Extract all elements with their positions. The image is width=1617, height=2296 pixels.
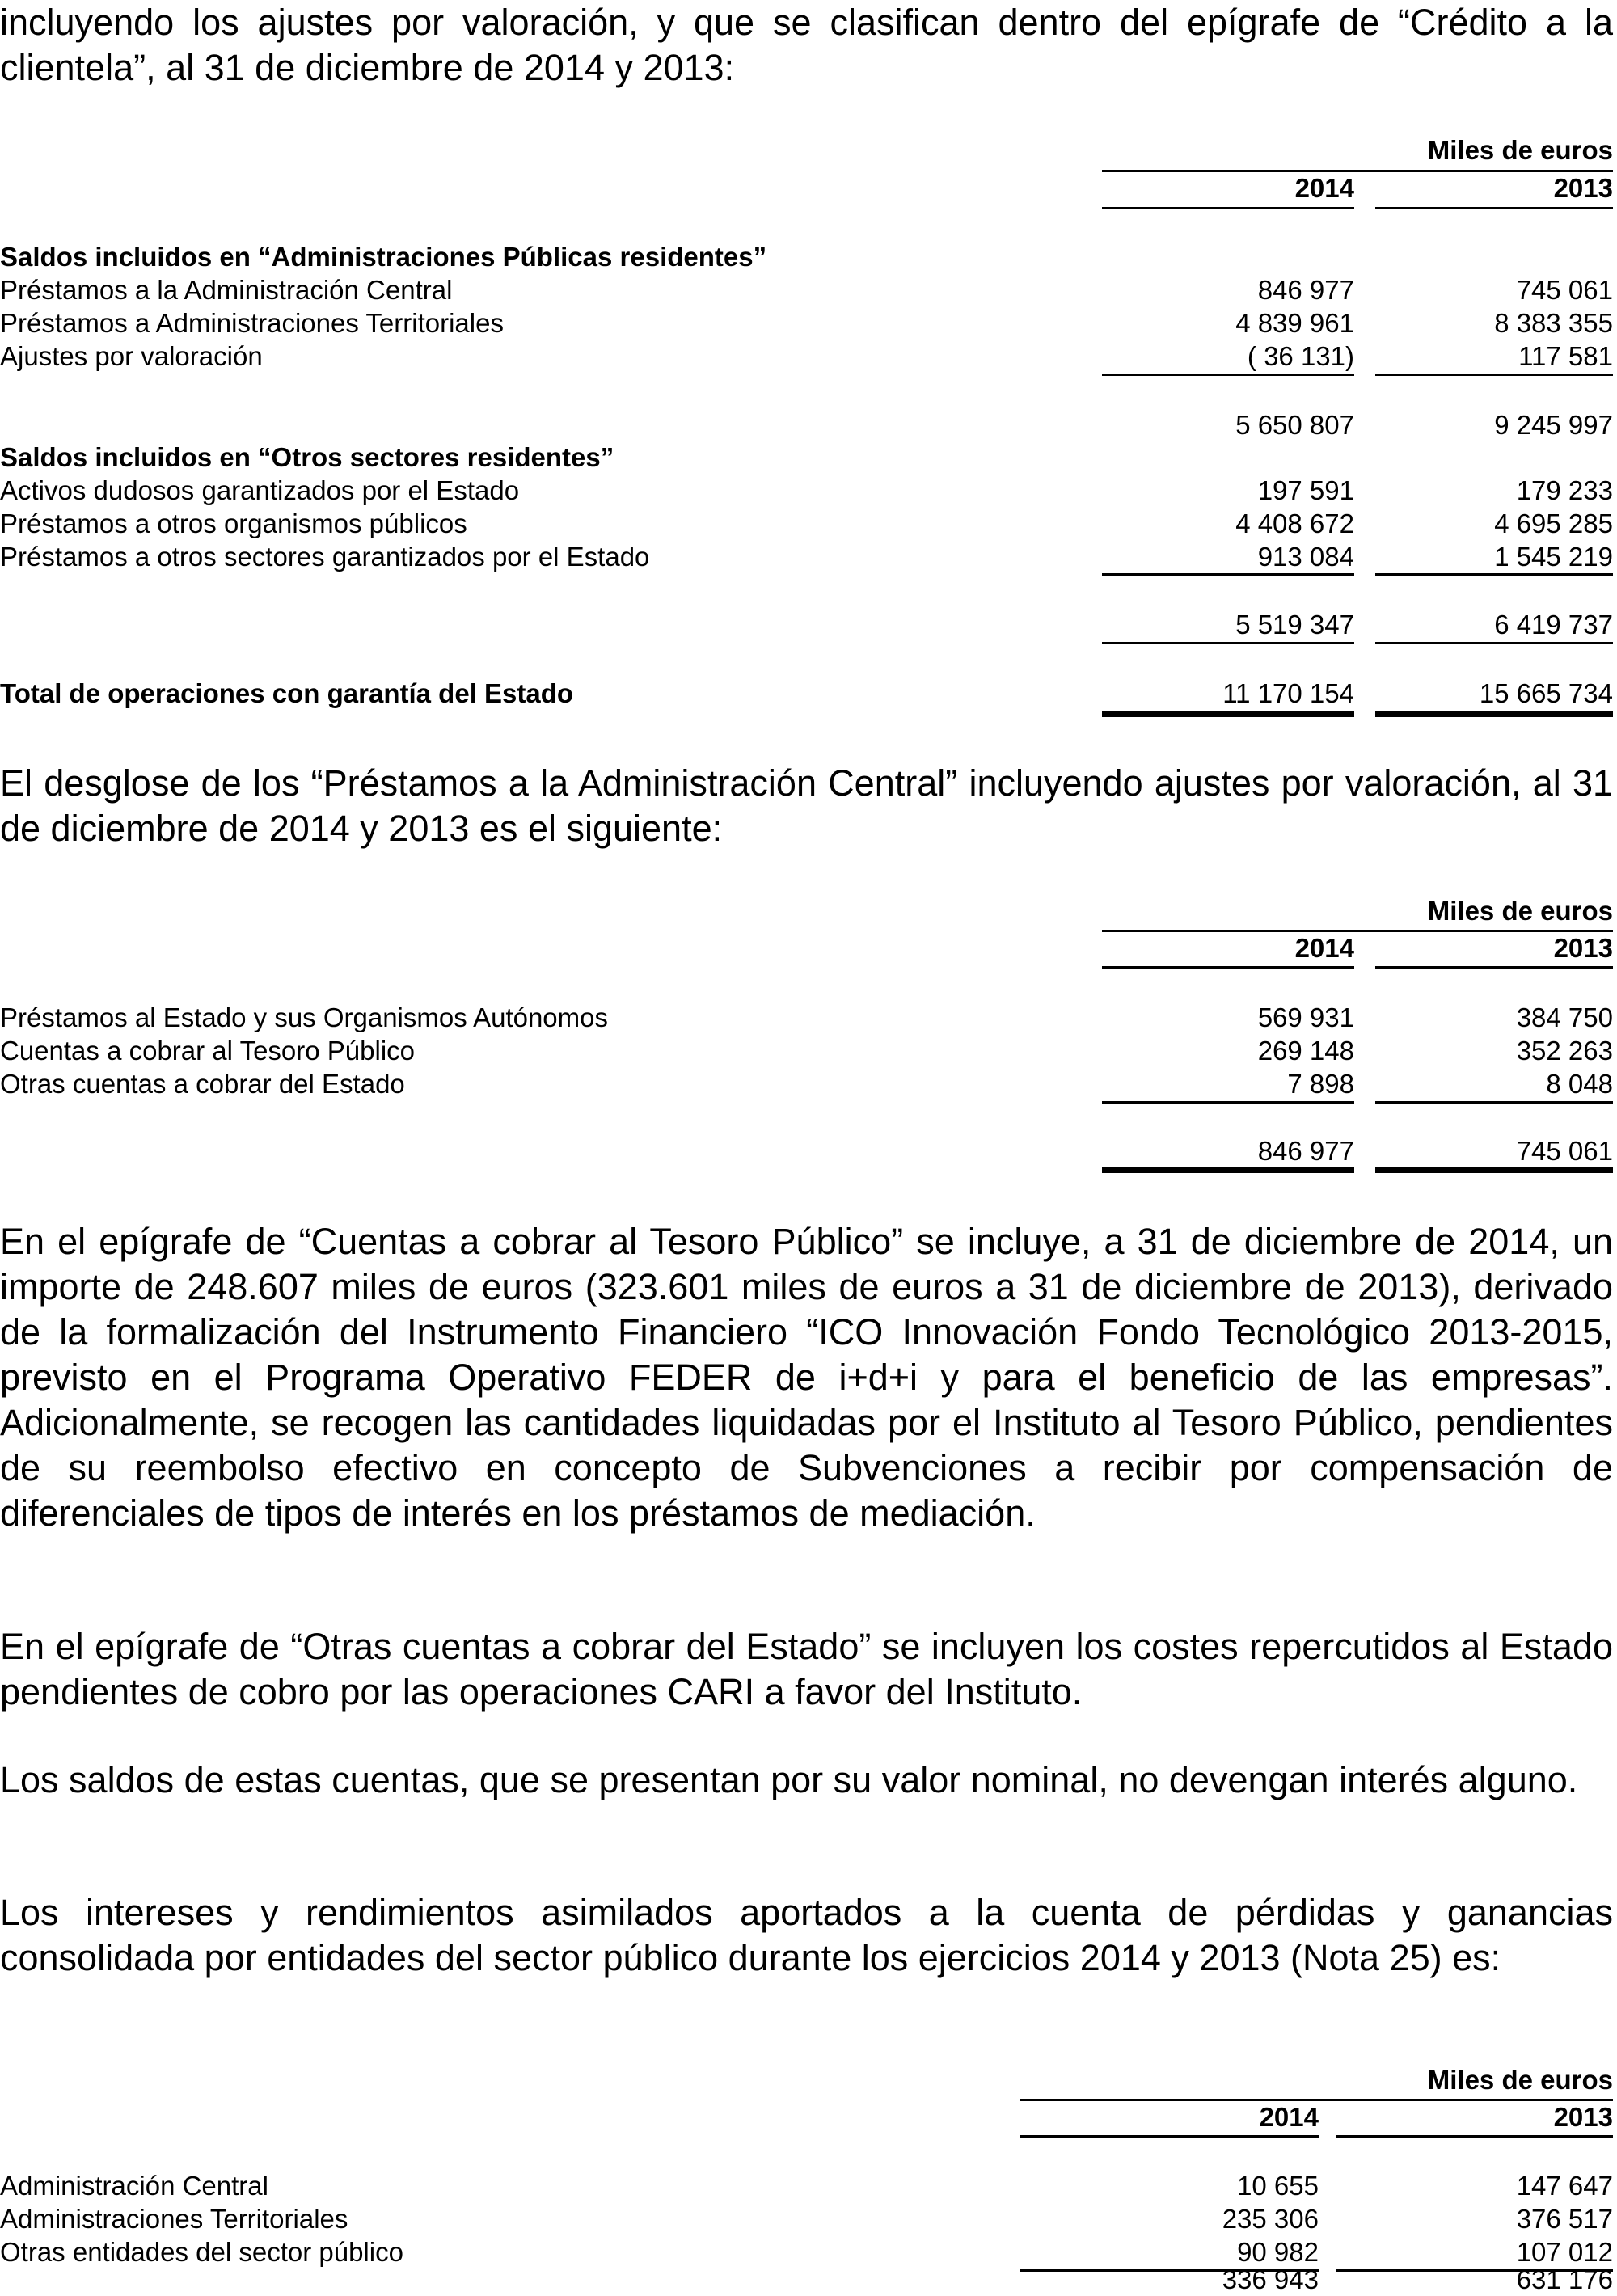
paragraph-treasury-receivables: En el epígrafe de “Cuentas a cobrar al Tesoro Público” se incluye, a 31 de diciembre de 2014, un importe de 248.607 miles de euros (323.601 miles de euros a 31 de diciembre de 2013), derivado de la formalización del Instrumento Financiero “ICO Innovación Fondo Tecnológico 2013-2015, previsto en el Programa Operativo FEDER de i+d+i y para el beneficio de las empresas”. Adicionalmente, se recogen las cantidades liquidadas por el Instituto al Tesoro Público, pendientes de su reembolso efectivo en concepto de Subvenciones a recibir por compensación de diferenciales de tipos de interés en los préstamos de mediación.	[0, 1221, 1613, 1534]
value-2013: 179 233	[1516, 475, 1613, 505]
table2-col-2014: 2014	[1294, 933, 1354, 963]
table3-col-2014: 2014	[1259, 2102, 1319, 2132]
subtotal-rule-2013	[1375, 374, 1613, 376]
table2-col-2013: 2013	[1553, 933, 1613, 963]
subtotal-rule-2014	[1102, 1101, 1354, 1104]
value-2014: 4 408 672	[1235, 509, 1354, 538]
table1-col-rule-2014	[1102, 207, 1354, 209]
subtotal-2013: 6 419 737	[1494, 610, 1613, 639]
value-2013: 4 695 285	[1494, 509, 1613, 538]
row-label: Activos dudosos garantizados por el Estado	[0, 475, 520, 505]
value-2014: 90 982	[1237, 2237, 1319, 2267]
table3-units-header: Miles de euros	[1427, 2065, 1613, 2095]
row-label: Otras entidades del sector público	[0, 2237, 403, 2267]
total-2013: 745 061	[1516, 1136, 1613, 1166]
table1-units-header: Miles de euros	[1427, 135, 1613, 165]
subtotal-rule-2014	[1102, 642, 1354, 644]
value-2014: ( 36 131)	[1247, 341, 1354, 371]
value-2013: 107 012	[1516, 2237, 1613, 2267]
value-2013: 352 263	[1516, 1036, 1613, 1066]
row-label: Préstamos a otros sectores garantizados por el Estado	[0, 542, 650, 572]
value-2013: 117 581	[1518, 341, 1613, 371]
row-label: Otras cuentas a cobrar del Estado	[0, 1069, 405, 1099]
total-double-rule-2014	[1102, 1167, 1354, 1173]
subtotal-2013: 9 245 997	[1494, 410, 1613, 440]
table1-col-2013: 2013	[1553, 173, 1613, 203]
value-2014: 846 977	[1257, 275, 1354, 305]
value-2014: 7 898	[1287, 1069, 1354, 1099]
intro-paragraph: incluyendo los ajustes por valoración, y que se clasifican dentro del epígrafe de “Crédito a la clientela”, al 31 de diciembre de 2014 y 2013:	[0, 2, 1613, 88]
subtotal-rule-2013	[1375, 573, 1613, 576]
row-label: Préstamos a Administraciones Territoriales	[0, 308, 504, 338]
table2-col-rule-2013	[1375, 966, 1613, 969]
section-heading: Saldos incluidos en “Administraciones Públicas residentes”	[0, 242, 767, 272]
row-label: Administraciones Territoriales	[0, 2204, 348, 2234]
row-label: Ajustes por valoración	[0, 341, 263, 371]
row-label: Préstamos a otros organismos públicos	[0, 509, 467, 538]
table2-col-rule-2014	[1102, 966, 1354, 969]
total-double-rule-2014	[1102, 711, 1354, 717]
value-2013: 1 545 219	[1494, 542, 1613, 572]
total-2014: 846 977	[1257, 1136, 1354, 1166]
value-2013: 376 517	[1516, 2204, 1613, 2234]
value-2013: 8 383 355	[1494, 308, 1613, 338]
subtotal-rule-2013	[1375, 1101, 1613, 1104]
value-2014: 269 148	[1257, 1036, 1354, 1066]
paragraph-nominal-value: Los saldos de estas cuentas, que se presentan por su valor nominal, no devengan interés alguno.	[0, 1759, 1578, 1800]
table3-col-2013: 2013	[1553, 2102, 1613, 2132]
table2-units-header: Miles de euros	[1427, 896, 1613, 926]
total-2013: 631 176	[1516, 2264, 1613, 2294]
total-double-rule-2013	[1375, 1167, 1613, 1173]
row-label: Préstamos al Estado y sus Organismos Autónomos	[0, 1002, 609, 1032]
value-2014: 235 306	[1222, 2204, 1319, 2234]
value-2013: 8 048	[1546, 1069, 1613, 1099]
value-2014: 197 591	[1257, 475, 1354, 505]
total-label: Total de operaciones con garantía del Estado	[0, 678, 574, 708]
value-2013: 147 647	[1516, 2171, 1613, 2201]
value-2014: 569 931	[1257, 1002, 1354, 1032]
total-2014: 11 170 154	[1222, 678, 1354, 708]
paragraph-interest-income: Los intereses y rendimientos asimilados aportados a la cuenta de pérdidas y ganancias consolidada por entidades del sector público durante los ejercicios 2014 y 2013 (Nota 25) es:	[0, 1892, 1613, 1978]
paragraph-state-receivables: En el epígrafe de “Otras cuentas a cobrar del Estado” se incluyen los costes repercutidos al Estado pendientes de cobro por las operaciones CARI a favor del Instituto.	[0, 1626, 1613, 1712]
value-2014: 10 655	[1237, 2171, 1319, 2201]
table3-col-rule-2014	[1020, 2135, 1319, 2138]
value-2014: 913 084	[1257, 542, 1354, 572]
section-heading: Saldos incluidos en “Otros sectores residentes”	[0, 442, 614, 472]
total-2014: 336 943	[1222, 2264, 1319, 2294]
subtotal-rule-2014	[1102, 374, 1354, 376]
value-2013: 745 061	[1516, 275, 1613, 305]
table3-col-rule-2013	[1336, 2135, 1613, 2138]
table1-col-rule-2013	[1375, 207, 1613, 209]
subtotal-rule-2014	[1102, 573, 1354, 576]
row-label: Préstamos a la Administración Central	[0, 275, 453, 305]
row-label: Cuentas a cobrar al Tesoro Público	[0, 1036, 416, 1066]
total-double-rule-2013	[1375, 711, 1613, 717]
total-2013: 15 665 734	[1479, 678, 1613, 708]
value-2013: 384 750	[1516, 1002, 1613, 1032]
row-label: Administración Central	[0, 2171, 268, 2201]
subtotal-rule-2013	[1375, 642, 1613, 644]
value-2014: 4 839 961	[1235, 308, 1354, 338]
subtotal-2014: 5 519 347	[1235, 610, 1354, 639]
table1-col-2014: 2014	[1294, 173, 1354, 203]
subtotal-2014: 5 650 807	[1235, 410, 1354, 440]
paragraph-central-administration-breakdown: El desglose de los “Préstamos a la Administración Central” incluyendo ajustes por valoración, al 31 de diciembre de 2014 y 2013 es el siguiente:	[0, 762, 1613, 849]
